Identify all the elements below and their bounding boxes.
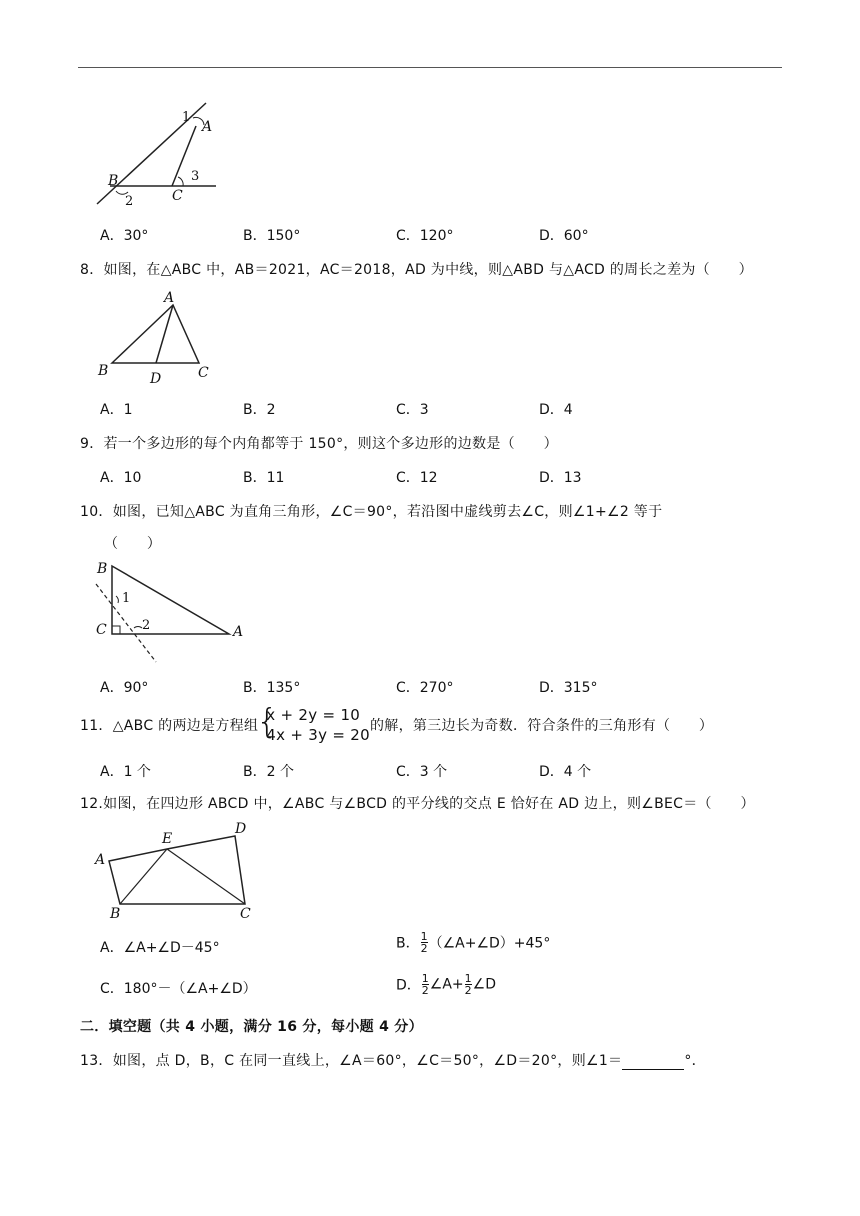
q11-prefix: 11．△ABC 的两边是方程组 [80,718,259,734]
q12-option-d-den-1: 2 [421,984,429,997]
q7-option-a: A．30° [100,228,149,244]
q9-text: 9．若一个多边形的每个内角都等于 150°，则这个多边形的边数是（ ） [80,436,558,452]
q7-label-3: 3 [191,169,200,184]
section2-title: 二．填空题（共 4 小题，满分 16 分，每小题 4 分） [80,1019,423,1035]
q12-label-a: A [95,852,106,868]
q12-option-b-num: 1 [420,930,428,943]
q11-option-b: B．2 个 [243,764,294,780]
q12-option-d-mid: ∠A+ [429,976,464,993]
q8-option-d: D．4 [539,402,573,418]
q9-option-c: C．12 [396,470,438,486]
q8-label-b: B [98,363,109,379]
q10-label-a: A [233,624,244,640]
q12-text: 12.如图，在四边形 ABCD 中，∠ABC 与∠BCD 的平分线的交点 E 恰好在 AD 边上，则∠BEC＝（ ） [80,796,755,812]
q8-option-c: C．3 [396,402,429,418]
q10-label-2: 2 [142,618,151,633]
q7-option-c: C．120° [396,228,454,244]
q12-figure [92,818,267,920]
q8-label-d: D [150,371,162,386]
q10-text-line1: 10．如图，已知△ABC 为直角三角形，∠C＝90°，若沿图中虚线剪去∠C，则∠1+∠2 等于 [80,504,663,520]
q11-brace: { [256,702,279,742]
q13-suffix: °． [684,1053,706,1069]
q11-option-a: A．1 个 [100,764,151,780]
q11-eq1: x + 2y = 10 [266,706,361,724]
q13-stem: 13．如图，点 D，B，C 在同一直线上，∠A＝60°，∠C＝50°，∠D＝20°，则∠1＝ [80,1053,623,1069]
q12-label-c: C [240,906,251,920]
q10-figure [92,556,252,666]
q8-label-a: A [164,290,175,306]
q10-option-d: D．315° [539,680,598,696]
q10-text-line2: （ ） [104,536,162,552]
q10-option-c: C．270° [396,680,454,696]
q12-option-b [396,931,550,954]
q12-option-b-den: 2 [420,942,428,955]
q12-label-b: B [110,906,121,920]
q11-eq2: 4x + 3y = 20 [266,726,370,744]
q13-answer-blank[interactable] [622,1055,684,1070]
q10-label-b: B [97,561,108,577]
q12-option-d-num-1: 1 [421,972,429,985]
q12-label-d: D [235,821,247,837]
q9-option-a: A．10 [100,470,142,486]
q12-option-b-fraction [421,931,428,954]
header-rule [78,67,782,68]
q13-text [80,1050,706,1070]
q9-option-b: B．11 [243,470,285,486]
q11-suffix: 的解，第三边长为奇数．符合条件的三角形有（ ） [370,718,714,734]
q11-text [80,702,714,745]
q10-label-1: 1 [122,591,131,606]
q7-label-b: B [108,173,119,189]
q7-label-a: A [202,119,213,135]
q7-option-b: B．150° [243,228,301,244]
q7-label-2: 2 [125,194,134,209]
q7-label-c: C [172,188,183,204]
q8-label-c: C [198,365,209,381]
q8-option-b: B．2 [243,402,276,418]
q11-option-c: C．3 个 [396,764,448,780]
q12-option-d-suffix: ∠D [472,976,496,993]
q12-option-d-fraction-1 [422,973,429,996]
q11-equation-system [256,702,370,745]
q12-option-a: A．∠A+∠D－45° [100,940,220,956]
q12-option-d-num-2: 1 [464,972,472,985]
q7-option-d: D．60° [539,228,589,244]
q12-option-d-den-2: 2 [464,984,472,997]
q8-text: 8．如图，在△ABC 中，AB＝2021，AC＝2018，AD 为中线，则△ABD 与△ACD 的周长之差为（ ） [80,262,753,278]
q12-option-b-prefix: B． [396,935,420,952]
q9-option-d: D．13 [539,470,582,486]
q7-figure [92,98,222,210]
q8-figure [95,286,220,386]
q12-option-d-prefix: D． [396,977,421,994]
q12-option-d-fraction-2 [465,973,472,996]
q10-option-a: A．90° [100,680,149,696]
q10-label-c: C [96,622,107,638]
q12-option-d [396,973,496,996]
q8-option-a: A．1 [100,402,133,418]
q12-option-c: C．180°－（∠A+∠D） [100,981,257,997]
q12-option-b-suffix: （∠A+∠D）+45° [428,935,551,952]
q11-option-d: D．4 个 [539,764,592,780]
q7-label-1: 1 [182,110,191,125]
q10-option-b: B．135° [243,680,301,696]
q12-label-e: E [162,831,173,847]
